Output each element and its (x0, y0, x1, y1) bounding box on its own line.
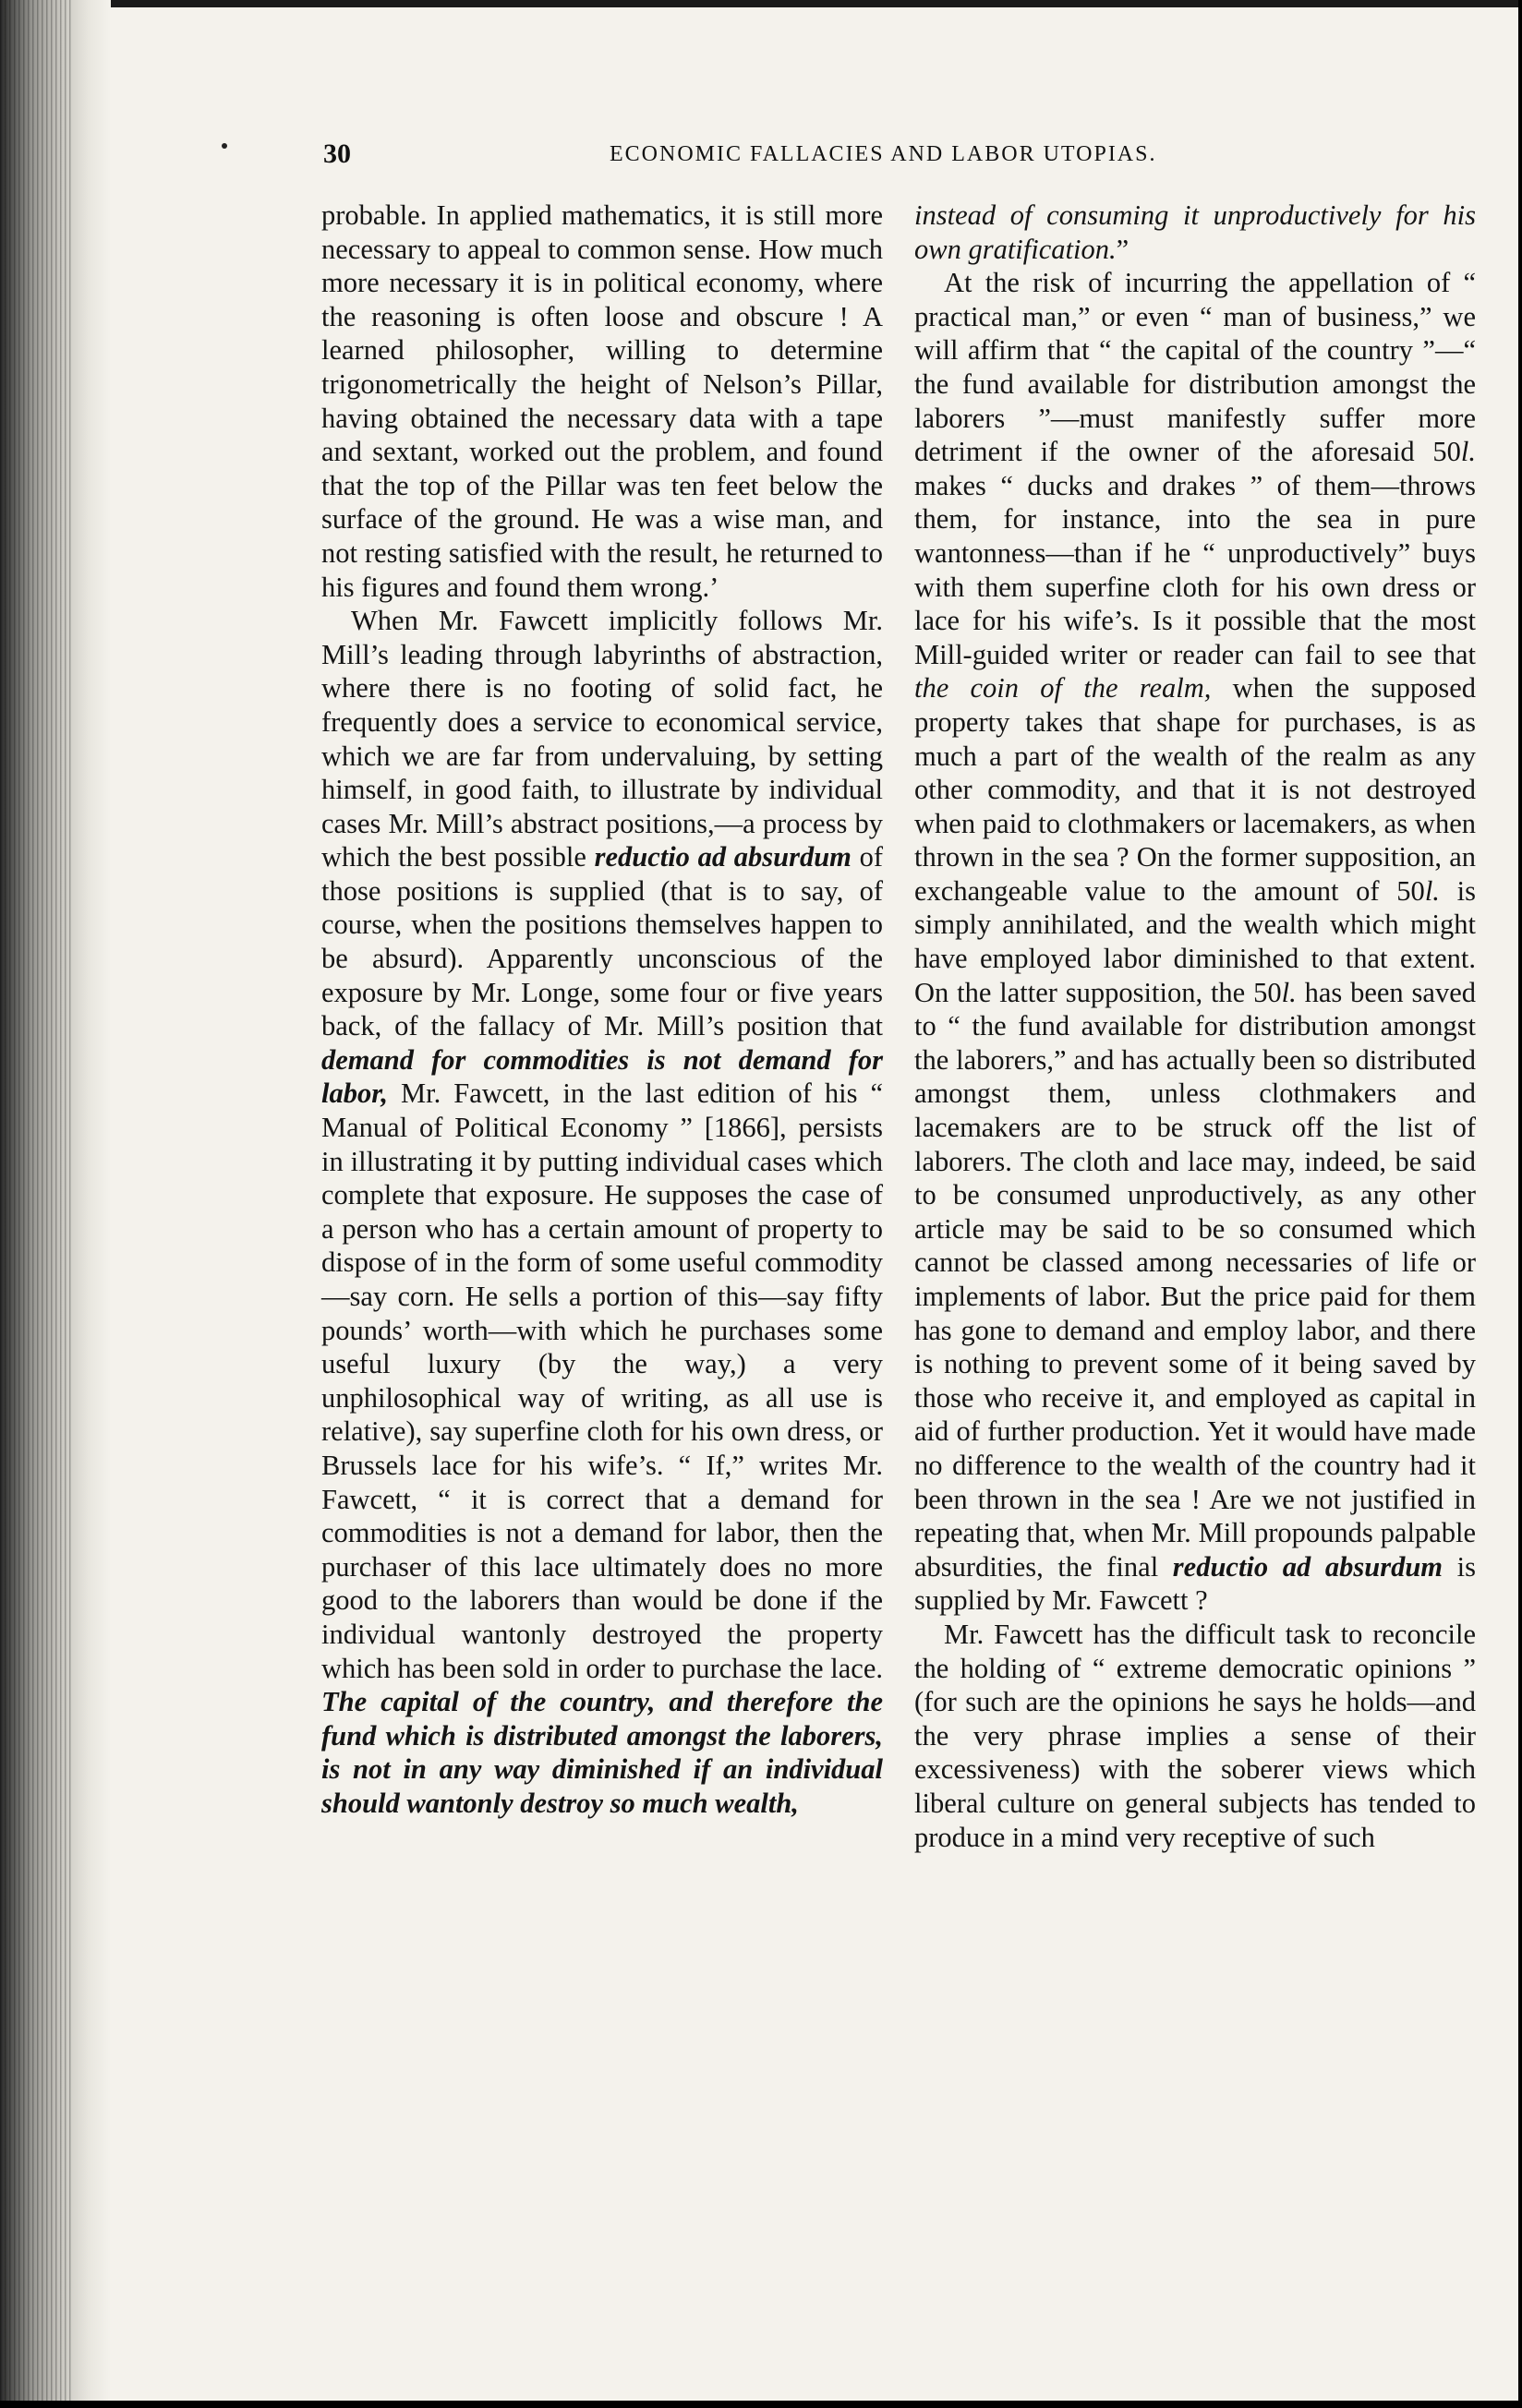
running-head: ECONOMIC FALLACIES AND LABOR UTOPIAS. (610, 142, 1157, 166)
left-p2-italic-demand: demand for commodities is not demand for labor, (321, 1043, 883, 1110)
right-p2-text-e: has been saved to “ the fund available for distribution amongst the laborers,” and has actually been so distributed amongst them, unless clothmakers and lacemakers are to be struck off the list of laborers. The cloth and lace may, indeed, be said to be consumed unproductively, as any other article may be said to be so consumed which cannot be classed among necessaries of life or implements of labor. But the price paid for them has gone to demand and employ labor, and there is nothing to prevent some of it being saved by those who receive it, and employed as capital in aid of further production. Yet it would have made no difference to the wealth of the country had it been thrown in the sea ! Are we not justified in repeating that, when Mr. Mill propounds palpable absurdities, the final (914, 976, 1476, 1583)
right-p2-pound-3: l. (1281, 976, 1297, 1008)
left-paragraph-1 (321, 199, 883, 604)
left-column (321, 199, 883, 1821)
right-p2-text-c: when the supposed property takes that shape for purchases, is as much a part of the wealth of the realm as any other commodity, and that it is not destroyed when paid to clothmakers or lacemakers, as when thrown in the sea ? On the former supposition, an exchangeable value to the amount of 50 (914, 672, 1476, 907)
left-p2-text-b: of those positions is supplied (that is to say, of course, when the positions themselves happen to be absurd). Apparently unconscious of the exposure by Mr. Longe, some four or five years back, of the fallacy of Mr. Mill’s position that (321, 841, 883, 1042)
left-p2-italic-reductio: reductio ad absurdum (594, 841, 852, 873)
right-p2-text-f: is supplied by Mr. Fawcett ? (914, 1550, 1477, 1617)
right-p2-pound-1: l. (1460, 436, 1476, 468)
left-p2-text-a: When Mr. Fawcett implicitly follows Mr. Mill’s leading through labyrinths of abstraction, where there is no footing of solid fact, he frequently does a service to economical service, which we are far from undervaluing, by setting himself, in good faith, to illustrate by individual cases Mr. Mill’s abstract positions,—a process by which the best possible (321, 605, 883, 873)
left-p1-text: probable. In applied mathematics, it is still more necessary to appeal to common sense. How much more necessary it is in political economy, where the reasoning is often loose and obscure ! A learned philosopher, willing to determine trigonometrically the height of Nelson’s Pillar, having obtained the necessary data with a tape and sextant, worked out the problem, and found that the top of the Pillar was ten feet below the surface of the ground. He was a wise man, and not resting satisfied with the result, he returned to his figures and found them wrong.’ (321, 199, 883, 603)
right-p1-italic: instead of consuming it unproductively for his own gratification. (914, 199, 1476, 265)
page-header (323, 138, 1478, 175)
right-p1-end: ” (1116, 233, 1129, 265)
right-p2-text-b: makes “ ducks and drakes ” of them—throws them, for instance, into the sea in pure wantonness—than if he “ unproductively” buys with them superfine cloth for his own dress or lace for his wife’s. Is it possible that the most Mill-guided writer or reader can fail to see that (914, 469, 1476, 670)
right-column (914, 199, 1476, 1854)
right-paragraph-3 (914, 1618, 1476, 1854)
book-spine-lines (0, 0, 74, 2401)
right-p2-pound-2: l. (1424, 874, 1440, 907)
right-p3-text: Mr. Fawcett has the difficult task to reconcile the holding of “ extreme democratic opinions ” (for such are the opinions he says he holds—and the very phrase implies a sense of their excessiveness) with the soberer views which liberal culture on general subjects has tended to produce in a mind very receptive of such (914, 1618, 1476, 1853)
right-p2-text-a: At the risk of incurring the appellation of “ practical man,” or even “ man of business,” we will affirm that “ the capital of the country ”—“ the fund available for distribution amongst the laborers ”—must manifestly suffer more detriment if the owner of the aforesaid 50 (914, 267, 1476, 468)
left-p2-text-c: Mr. Fawcett, in the last edition of his “ Manual of Political Economy ” [1866], persists in illustrating it by putting individual cases which complete that exposure. He supposes the case of a person who has a certain amount of property to dispose of in the form of some useful commodity—say corn. He sells a portion of this—say fifty pounds’ worth—with which he purchases some useful luxury (by the way,) a very unphilosophical way of writing, as all use is relative), say superfine cloth for his own dress, or Brussels lace for his wife’s. “ If,” writes Mr. Fawcett, “ it is correct that a demand for commodities is not a demand for labor, then the purchaser of this lace ultimately does no more good to the laborers than would be done if the individual wantonly destroyed the property which has been sold in order to purchase the lace. (321, 1078, 883, 1684)
right-p2-italic-reductio: reductio ad absurdum (1172, 1550, 1443, 1583)
ink-speck (222, 143, 227, 149)
left-paragraph-2 (321, 604, 883, 1820)
page-number: 30 (323, 138, 351, 169)
left-p2-italic-capital: The capital of the country, and therefore the fund which is distributed amongst the laborers, is not in any way diminished if an individual should wantonly destroy so much wealth, (321, 1686, 883, 1819)
right-paragraph-2 (914, 266, 1476, 1618)
page-top-edge (0, 0, 1518, 7)
right-paragraph-1 (914, 199, 1476, 266)
right-p2-italic-coin: the coin of the realm, (914, 672, 1212, 704)
scan-border (1518, 0, 1522, 2408)
right-p2-text-d: is simply annihilated, and the wealth which might have employed labor diminished to that extent. On the latter supposition, the 50 (914, 874, 1477, 1008)
